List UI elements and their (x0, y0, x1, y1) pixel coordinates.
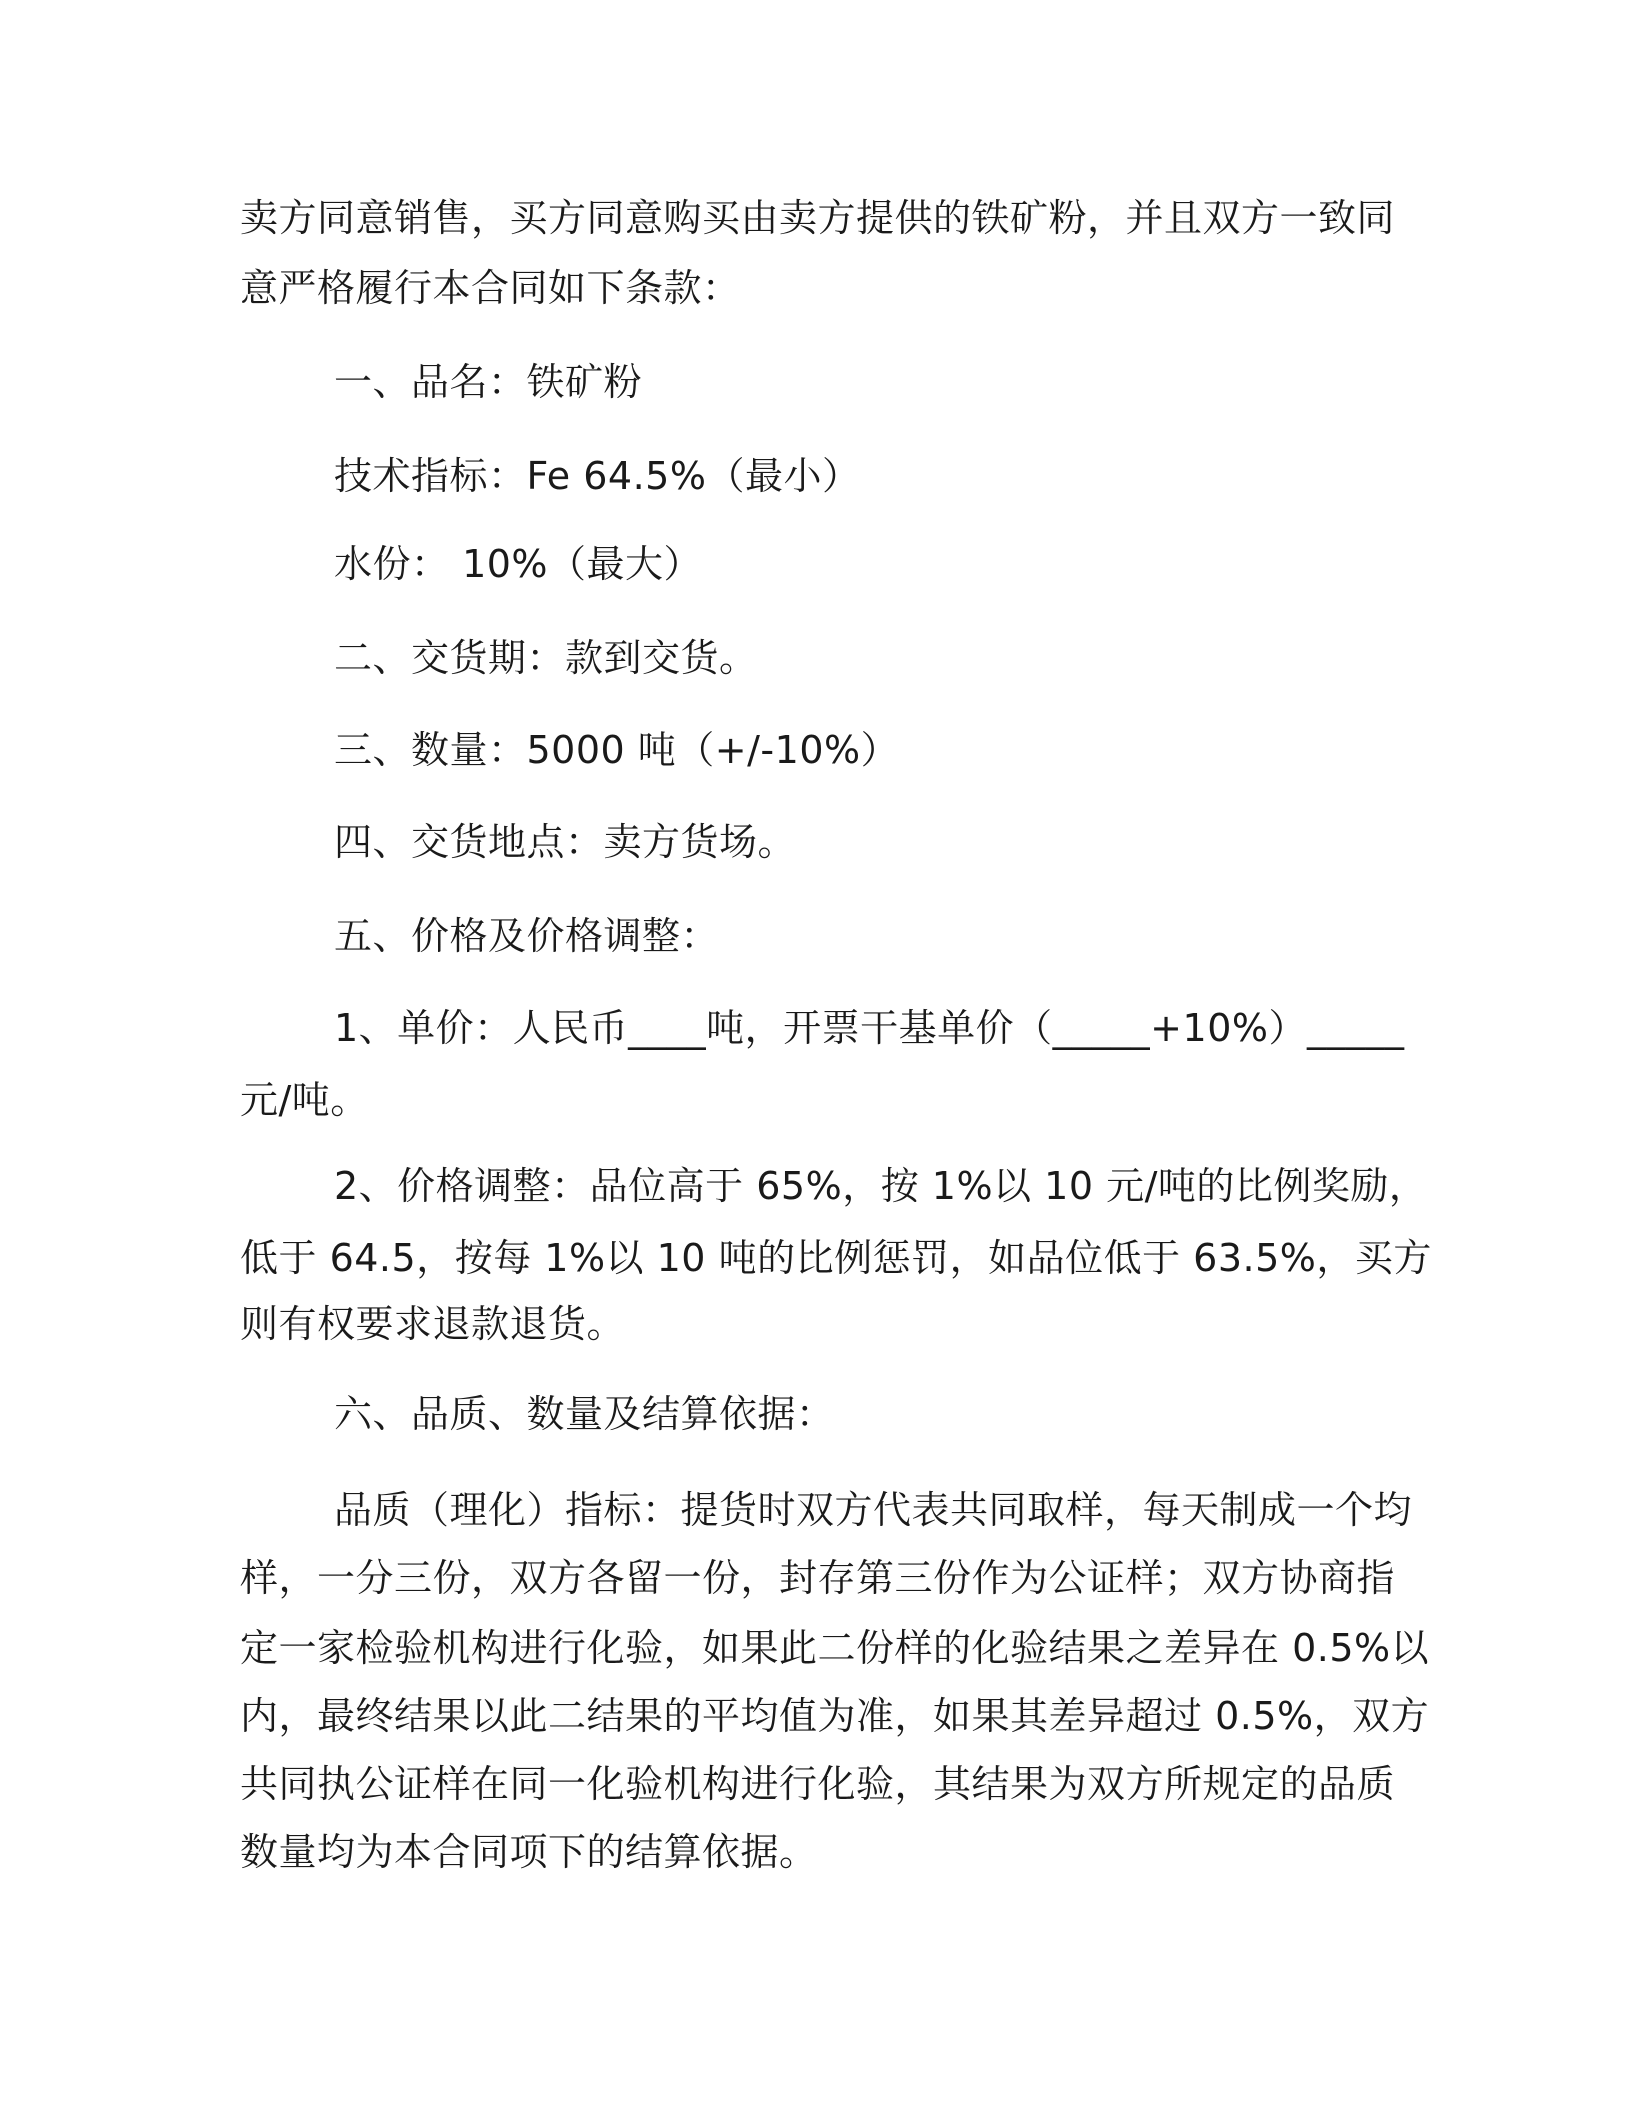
item6-body-line-6: 数量均为本合同项下的结算依据。 (240, 1830, 818, 1874)
item6-body-line-4: 内，最终结果以此二结果的平均值为准，如果其差异超过 0.5%，双方 (240, 1694, 1430, 1738)
item5-1-line-1: 1、单价：人民币____吨，开票干基单价（_____+10%）_____ (334, 1006, 1405, 1050)
item2-delivery-period: 二、交货期：款到交货。 (334, 636, 758, 680)
item6-body-line-2: 样，一分三份，双方各留一份，封存第三份作为公证样；双方协商指 (240, 1556, 1396, 1600)
item5-2-line-2: 低于 64.5，按每 1%以 10 吨的比例惩罚，如品位低于 63.5%，买方 (240, 1236, 1432, 1280)
item1-moisture: 水份： 10%（最大） (334, 542, 703, 586)
item5-2-line-3: 则有权要求退款退货。 (240, 1302, 626, 1346)
item5-title: 五、价格及价格调整： (334, 914, 720, 958)
intro-line-1: 卖方同意销售，买方同意购买由卖方提供的铁矿粉，并且双方一致同 (240, 196, 1396, 240)
intro-line-2: 意严格履行本合同如下条款： (240, 266, 741, 310)
item6-title: 六、品质、数量及结算依据： (334, 1392, 835, 1436)
item3-quantity: 三、数量：5000 吨（+/-10%） (334, 728, 900, 772)
item5-1-line-2: 元/吨。 (240, 1078, 369, 1122)
item5-2-line-1: 2、价格调整：品位高于 65%，按 1%以 10 元/吨的比例奖励， (334, 1164, 1428, 1208)
item6-body-line-3: 定一家检验机构进行化验，如果此二份样的化验结果之差异在 0.5%以 (240, 1626, 1430, 1670)
item4-delivery-place: 四、交货地点：卖方货场。 (334, 820, 797, 864)
item1-technical-spec: 技术指标：Fe 64.5%（最小） (334, 454, 861, 498)
item6-body-line-1: 品质（理化）指标：提货时双方代表共同取样，每天制成一个均 (334, 1488, 1413, 1532)
item6-body-line-5: 共同执公证样在同一化验机构进行化验，其结果为双方所规定的品质 (240, 1762, 1396, 1806)
item1-product-name: 一、品名：铁矿粉 (334, 360, 643, 404)
